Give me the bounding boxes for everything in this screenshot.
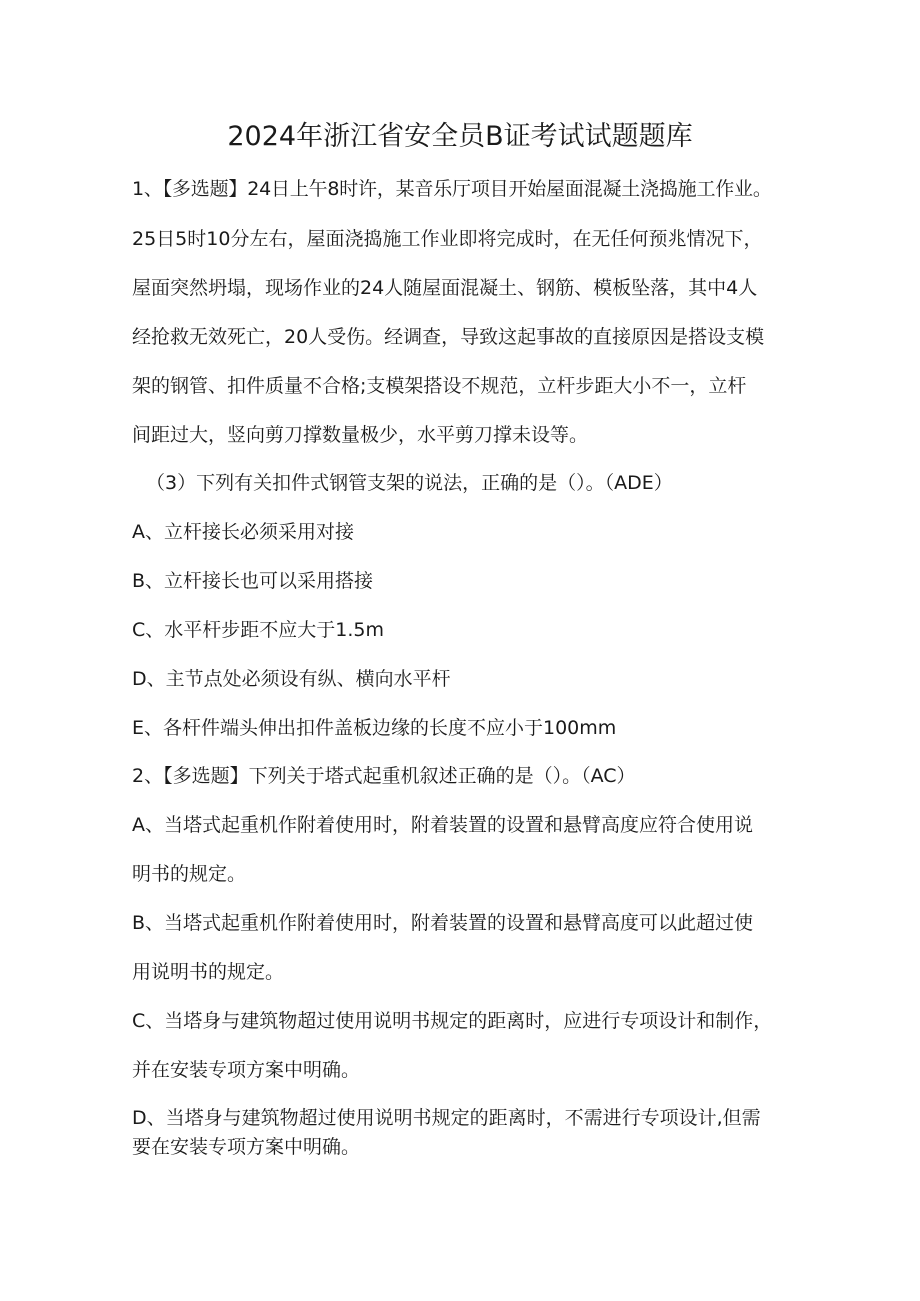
q2-option-d-line-1: D、当塔身与建筑物超过使用说明书规定的距离时，不需进行专项设计,但需 <box>132 1107 761 1129</box>
q1-option-a: A、立杆接长必须采用对接 <box>132 521 354 543</box>
q1-text-line-3: 屋面突然坍塌，现场作业的24人随屋面混凝土、钢筋、模板坠落，其中4人 <box>132 277 758 299</box>
q2-option-b-line-2: 用说明书的规定。 <box>132 961 285 983</box>
q1-text-line-4: 经抢救无效死亡，20人受伤。经调查，导致这起事故的直接原因是搭设支模 <box>132 326 765 348</box>
q1-subquestion: （3）下列有关扣件式钢管支架的说法，正确的是（）。（ADE） <box>146 472 673 494</box>
q2-option-a-line-2: 明书的规定。 <box>132 863 247 885</box>
q2-option-a-line-1: A、当塔式起重机作附着使用时，附着装置的设置和悬臂高度应符合使用说 <box>132 814 753 836</box>
q1-text-line-1: 1、【多选题】24日上午8时许，某音乐厅项目开始屋面混凝土浇捣施工作业。 <box>132 178 772 200</box>
q2-option-c-line-1: C、当塔身与建筑物超过使用说明书规定的距离时，应进行专项设计和制作， <box>132 1010 773 1032</box>
q1-text-line-6: 间距过大，竖向剪刀撑数量极少，水平剪刀撑未设等。 <box>132 424 589 446</box>
q1-option-d: D、主节点处必须设有纵、横向水平杆 <box>132 668 451 690</box>
q2-option-d-line-2: 要在安装专项方案中明确。 <box>132 1136 361 1158</box>
q1-option-c: C、水平杆步距不应大于1.5m <box>132 619 384 641</box>
q1-option-b: B、立杆接长也可以采用搭接 <box>132 570 374 592</box>
document-title: 2024年浙江省安全员B证考试试题题库 <box>227 121 693 152</box>
q2-option-b-line-1: B、当塔式起重机作附着使用时，附着装置的设置和悬臂高度可以此超过使 <box>132 912 754 934</box>
q2-option-c-line-2: 并在安装专项方案中明确。 <box>132 1059 361 1081</box>
q1-text-line-5: 架的钢管、扣件质量不合格;支模架搭设不规范，立杆步距大小不一，立杆 <box>132 375 747 397</box>
q1-option-e: E、各杆件端头伸出扣件盖板边缘的长度不应小于100mm <box>132 717 617 739</box>
q2-stem: 2、【多选题】下列关于塔式起重机叙述正确的是（）。（AC） <box>132 765 636 787</box>
q1-text-line-2: 25日5时10分左右，屋面浇捣施工作业即将完成时，在无任何预兆情况下， <box>132 228 763 250</box>
